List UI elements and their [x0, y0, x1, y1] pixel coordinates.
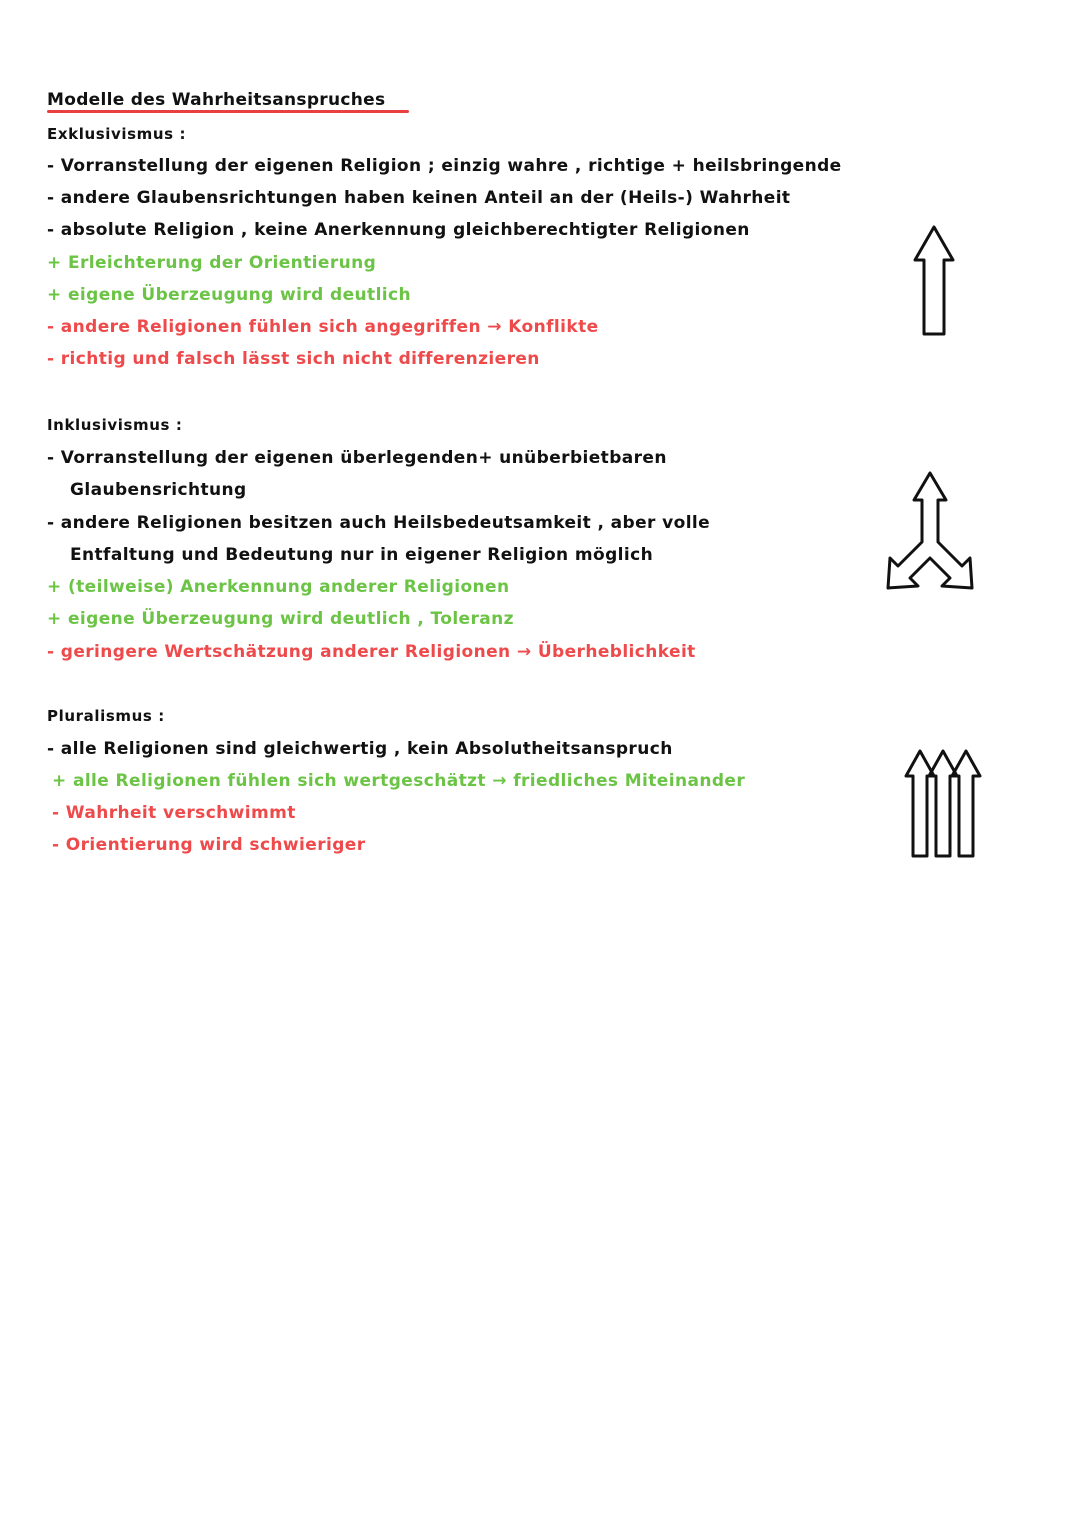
list-item: Glaubensrichtung [70, 480, 247, 500]
section-heading: Exklusivismus : [47, 125, 187, 143]
list-item: Entfaltung und Bedeutung nur in eigener Religion möglich [70, 545, 654, 565]
title-underline [47, 110, 409, 113]
pro-item: + eigene Überzeugung wird deutlich [47, 285, 412, 305]
list-item: - absolute Religion , keine Anerkennung gleichberechtigter Religionen [47, 220, 750, 240]
con-item: - geringere Wertschätzung anderer Religionen → Überheblichkeit [47, 642, 696, 662]
list-item: - Vorranstellung der eigenen Religion ; einzig wahre , richtige + heilsbringende [47, 156, 842, 176]
list-item: - Vorranstellung der eigenen überlegenden+ unüberbietbaren [47, 448, 667, 468]
pro-item: + (teilweise) Anerkennung anderer Religionen [47, 577, 510, 597]
three-up-arrows-icon [902, 748, 984, 860]
merging-arrows-icon [884, 470, 976, 594]
section-heading: Pluralismus : [47, 707, 165, 725]
list-item: - andere Glaubensrichtungen haben keinen Anteil an der (Heils-) Wahrheit [47, 188, 791, 208]
page-title: Modelle des Wahrheitsanspruches [47, 90, 386, 110]
list-item: - alle Religionen sind gleichwertig , kein Absolutheitsanspruch [47, 739, 673, 759]
con-item: - richtig und falsch lässt sich nicht differenzieren [47, 349, 540, 369]
pro-item: + eigene Überzeugung wird deutlich , Toleranz [47, 609, 514, 629]
con-item: - Orientierung wird schwieriger [52, 835, 366, 855]
con-item: - andere Religionen fühlen sich angegriffen → Konflikte [47, 317, 599, 337]
section-heading: Inklusivismus : [47, 416, 183, 434]
single-up-arrow-icon [912, 224, 956, 338]
list-item: - andere Religionen besitzen auch Heilsbedeutsamkeit , aber volle [47, 513, 711, 533]
pro-item: + Erleichterung der Orientierung [47, 253, 377, 273]
pro-item: + alle Religionen fühlen sich wertgeschätzt → friedliches Miteinander [52, 771, 746, 791]
con-item: - Wahrheit verschwimmt [52, 803, 296, 823]
